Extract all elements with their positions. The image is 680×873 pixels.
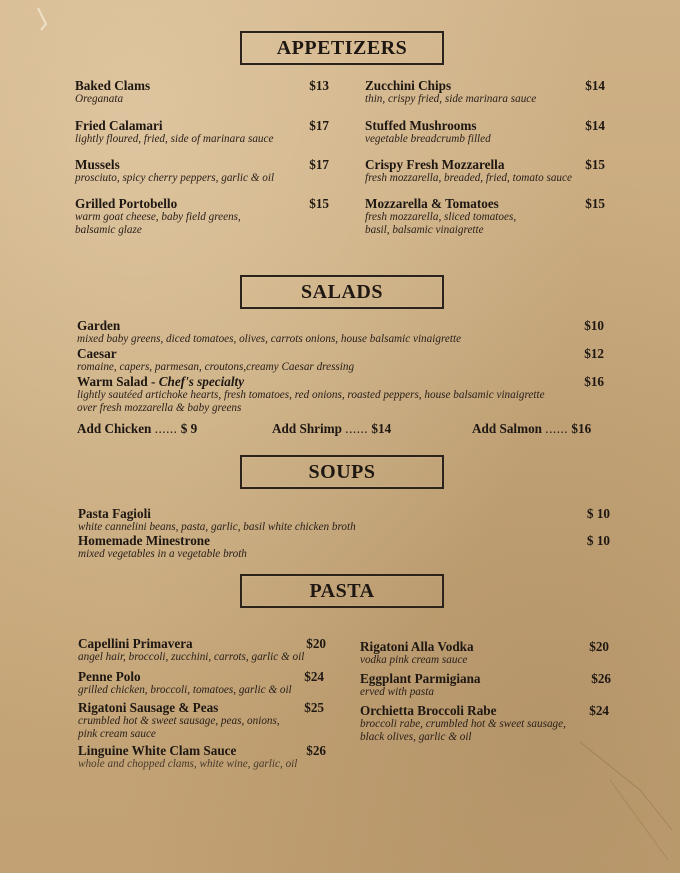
menu-item-eggplant-parmigiana — [360, 671, 611, 699]
item-price: $16 — [584, 374, 604, 389]
pasta-heading: PASTA — [240, 574, 444, 608]
menu-item-garden-salad — [77, 318, 604, 346]
menu-item-stuffed-mushrooms — [365, 118, 605, 146]
item-name: Pasta Fagioli — [78, 506, 151, 521]
addon-chicken — [77, 421, 197, 436]
item-name: Penne Polo — [78, 669, 141, 684]
item-price: $25 — [304, 700, 324, 715]
item-description: lightly floured, fried, side of marinara sauce — [75, 133, 274, 145]
addon-price: $14 — [371, 421, 392, 436]
item-description: erved with pasta — [360, 686, 434, 698]
item-description: lightly sautéed artichoke hearts, fresh tomatoes, red onions, roasted peppers, house balsamic vinaigrette — [77, 389, 545, 401]
menu-item-caesar-salad — [77, 346, 604, 374]
item-description: white cannelini beans, pasta, garlic, basil white chicken broth — [78, 521, 356, 533]
item-price: $20 — [589, 639, 609, 654]
item-description: mixed baby greens, diced tomatoes, olives, carrots onions, house balsamic vinaigrette — [77, 333, 462, 345]
menu-item-orchietta-broccoli-rabe — [360, 703, 609, 744]
item-price: $26 — [306, 743, 326, 758]
item-description: grilled chicken, broccoli, tomatoes, garlic & oil — [78, 684, 292, 696]
item-description: prosciuto, spicy cherry peppers, garlic & oil — [75, 172, 275, 184]
item-description: balsamic glaze — [75, 224, 142, 236]
item-description: basil, balsamic vinaigrette — [365, 224, 484, 236]
menu-item-baked-clams — [75, 78, 329, 106]
addon-leader-dots: ...... — [545, 421, 569, 436]
item-price: $13 — [309, 78, 329, 93]
addon-shrimp — [272, 421, 391, 436]
addon-price: $ 9 — [180, 421, 198, 436]
item-price: $24 — [304, 669, 324, 684]
item-price: $17 — [309, 157, 329, 172]
item-price: $26 — [591, 671, 611, 686]
item-price: $24 — [589, 703, 609, 718]
menu-item-rigatoni-alla-vodka — [360, 639, 609, 667]
chef-specialty-label: Chef's specialty — [158, 374, 245, 389]
salads-heading: SALADS — [240, 275, 444, 309]
item-price: $ 10 — [586, 506, 610, 521]
item-description: vegetable breadcrumb filled — [365, 133, 491, 145]
item-name: Garden — [77, 318, 121, 333]
menu-item-crispy-fresh-mozzarella — [365, 157, 605, 185]
menu-item-fried-calamari — [75, 118, 329, 146]
item-description: black olives, garlic & oil — [360, 731, 472, 743]
item-description: fresh mozzarella, breaded, fried, tomato sauce — [365, 172, 572, 184]
menu-item-mozzarella-tomatoes — [365, 196, 605, 237]
menu-item-zucchini-chips — [365, 78, 605, 106]
item-price: $20 — [306, 636, 326, 651]
addon-leader-dots: ...... — [345, 421, 369, 436]
item-description: fresh mozzarella, sliced tomatoes, — [365, 211, 517, 223]
menu-item-grilled-portobello — [75, 196, 329, 237]
item-price: $15 — [309, 196, 329, 211]
menu-item-capellini-primavera — [78, 636, 326, 664]
item-description: broccoli rabe, crumbled hot & sweet sausage, — [360, 718, 566, 730]
item-name: Stuffed Mushrooms — [365, 118, 477, 133]
item-description: Oreganata — [75, 93, 124, 105]
soups-heading: SOUPS — [240, 455, 444, 489]
menu-item-penne-polo — [78, 669, 324, 697]
addon-label: Add Chicken — [77, 421, 152, 436]
menu-item-warm-salad — [77, 374, 604, 415]
item-price: $15 — [585, 157, 605, 172]
item-name: Rigatoni Alla Vodka — [360, 639, 474, 654]
addon-price: $16 — [571, 421, 592, 436]
addon-salmon — [472, 421, 591, 436]
item-name: Mozzarella & Tomatoes — [365, 196, 499, 211]
item-price: $17 — [309, 118, 329, 133]
item-description: angel hair, broccoli, zucchini, carrots, garlic & oil — [78, 651, 305, 663]
item-description: mixed vegetables in a vegetable broth — [78, 548, 247, 560]
item-description: warm goat cheese, baby field greens, — [75, 211, 241, 223]
item-description: thin, crispy fried, side marinara sauce — [365, 93, 537, 105]
item-price: $12 — [584, 346, 604, 361]
item-description: pink cream sauce — [78, 728, 156, 740]
item-name: Grilled Portobello — [75, 196, 178, 211]
item-name — [77, 374, 604, 389]
addon-label: Add Salmon — [472, 421, 542, 436]
item-name: Homemade Minestrone — [78, 533, 210, 548]
item-name: Baked Clams — [75, 78, 151, 93]
item-name-text: Warm Salad - — [77, 374, 159, 389]
item-description: whole and chopped clams, white wine, garlic, oil — [78, 758, 298, 770]
item-description: vodka pink cream sauce — [360, 654, 468, 666]
item-price: $14 — [585, 118, 605, 133]
item-price: $14 — [585, 78, 605, 93]
item-name: Linguine White Clam Sauce — [78, 743, 237, 758]
item-name: Orchietta Broccoli Rabe — [360, 703, 497, 718]
item-name: Zucchini Chips — [365, 78, 452, 93]
item-description: romaine, capers, parmesan, croutons,creamy Caesar dressing — [77, 361, 355, 373]
item-description: over fresh mozzarella & baby greens — [77, 402, 242, 414]
addon-label: Add Shrimp — [272, 421, 342, 436]
item-name: Crispy Fresh Mozzarella — [365, 157, 505, 172]
item-name: Fried Calamari — [75, 118, 163, 133]
menu-item-pasta-fagioli — [78, 506, 610, 534]
item-name: Caesar — [77, 346, 117, 361]
item-name: Mussels — [75, 157, 120, 172]
item-price: $ 10 — [586, 533, 610, 548]
item-name: Capellini Primavera — [78, 636, 193, 651]
menu-item-linguine-white-clam-sauce — [78, 743, 326, 771]
item-price: $10 — [584, 318, 604, 333]
item-name: Rigatoni Sausage & Peas — [78, 700, 219, 715]
item-price: $15 — [585, 196, 605, 211]
item-description: crumbled hot & sweet sausage, peas, onions, — [78, 715, 280, 727]
addon-leader-dots: ...... — [154, 421, 178, 436]
item-name: Eggplant Parmigiana — [360, 671, 481, 686]
menu-item-homemade-minestrone — [78, 533, 610, 561]
appetizers-heading: APPETIZERS — [240, 31, 444, 65]
menu-item-mussels — [75, 157, 329, 185]
menu-item-rigatoni-sausage-peas — [78, 700, 324, 741]
